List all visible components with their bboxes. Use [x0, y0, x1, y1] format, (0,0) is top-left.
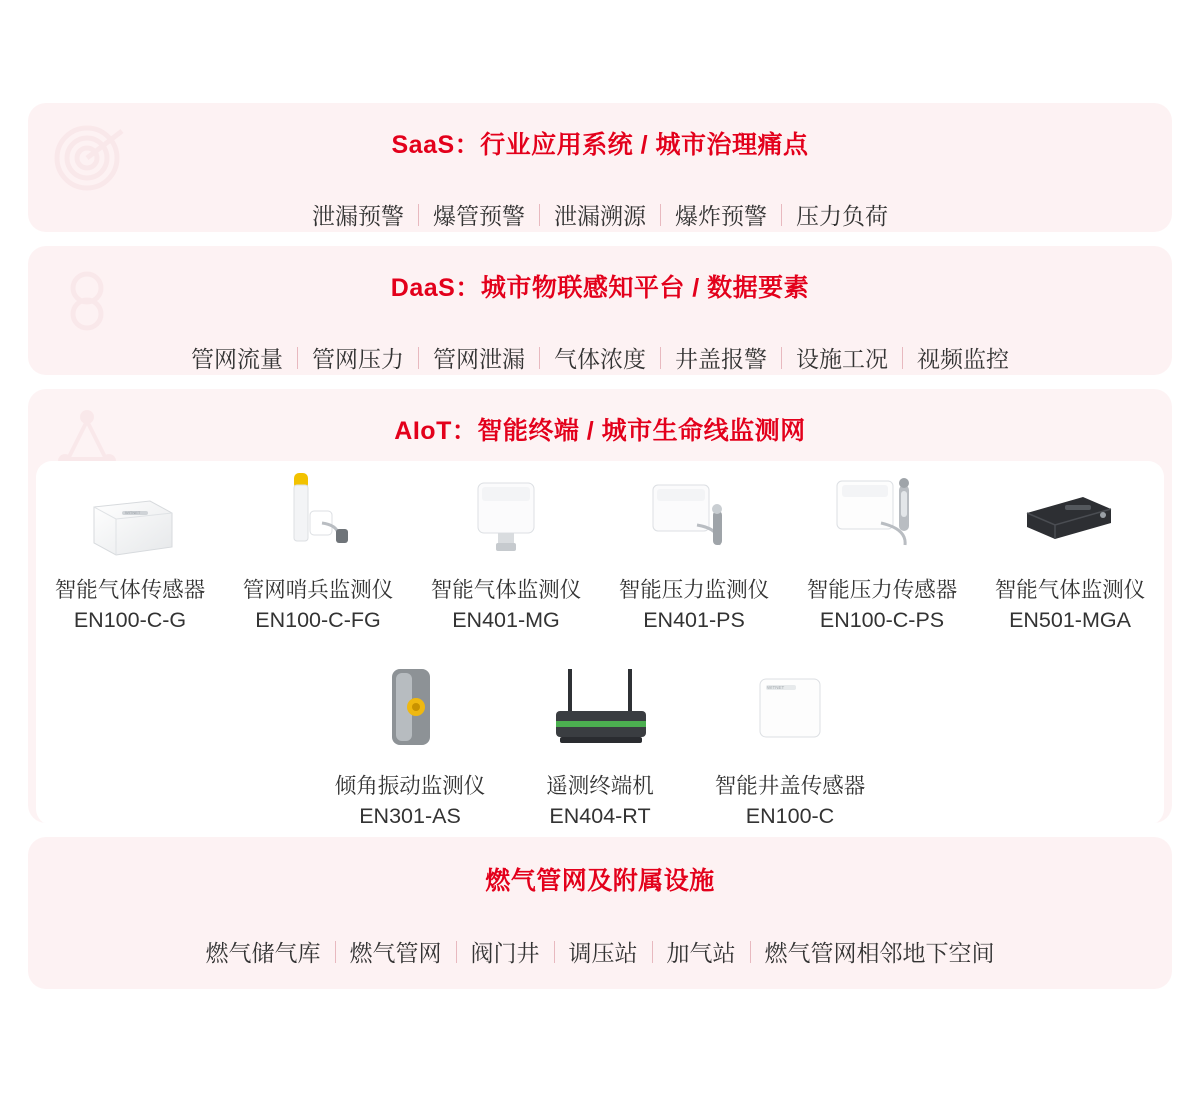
- daas-card: [28, 246, 1172, 375]
- device-card[interactable]: [600, 467, 788, 633]
- device-name: 智能气体传感器: [54, 578, 206, 602]
- device-name: 倾角振动监测仪: [334, 774, 486, 798]
- bottom-tag: 阀门井: [470, 940, 540, 966]
- bottom-tag-row: [28, 935, 1172, 968]
- tilt-vibration-monitor-icon: [315, 663, 505, 759]
- saas-title-cn: 行业应用系统 / 城市治理痛点: [480, 131, 809, 159]
- device-card[interactable]: [695, 663, 885, 823]
- device-model: EN100-C-FG: [255, 608, 381, 632]
- saas-tag: 压力负荷: [796, 203, 888, 229]
- daas-title: [28, 246, 1172, 304]
- device-card[interactable]: [788, 467, 976, 633]
- device-name: 智能压力传感器: [806, 578, 958, 602]
- aiot-device-row-1: [36, 461, 1164, 633]
- bottom-tag: 燃气管网相邻地下空间: [764, 940, 995, 966]
- bottom-tag: 加气站: [666, 940, 736, 966]
- pressure-monitor-icon: [600, 467, 788, 563]
- saas-card: [28, 103, 1172, 232]
- saas-title: [28, 103, 1172, 161]
- device-name: 遥测终端机: [546, 774, 654, 798]
- infinity-icon: [50, 264, 124, 338]
- svg-text:WITNET: WITNET: [125, 510, 141, 515]
- device-name: 智能气体监测仪: [994, 578, 1146, 602]
- daas-title-cn: 城市物联感知平台 / 数据要素: [480, 274, 810, 302]
- device-model: EN100-C-PS: [819, 608, 945, 632]
- saas-tag: 泄漏预警: [312, 203, 404, 229]
- bottom-tag: 调压站: [568, 940, 638, 966]
- daas-tag: 管网流量: [191, 346, 283, 372]
- device-name: 智能井盖传感器: [714, 774, 866, 798]
- device-card[interactable]: [224, 467, 412, 633]
- device-card[interactable]: [505, 663, 695, 823]
- daas-tag-row: [28, 341, 1172, 374]
- aiot-title-en: AIoT：: [394, 417, 478, 445]
- daas-tag: 视频监控: [917, 346, 1009, 372]
- saas-tag: 爆管预警: [433, 203, 525, 229]
- daas-title-en: DaaS：: [390, 274, 481, 302]
- saas-tag: 泄漏溯源: [554, 203, 646, 229]
- device-model: EN404-RT: [549, 804, 651, 823]
- aiot-title: [28, 389, 1172, 447]
- pipeline-sentinel-icon: [224, 467, 412, 563]
- gas-monitor-icon: [412, 467, 600, 563]
- daas-tag: 管网泄漏: [433, 346, 525, 372]
- device-name: 智能压力监测仪: [618, 578, 770, 602]
- device-card[interactable]: [315, 663, 505, 823]
- device-model: EN301-AS: [359, 804, 461, 823]
- pressure-sensor-icon: [788, 467, 976, 563]
- gas-sensor-white-box-icon: [36, 467, 224, 563]
- device-model: EN401-PS: [643, 608, 745, 632]
- aiot-title-cn: 智能终端 / 城市生命线监测网: [477, 417, 806, 445]
- rtu-router-icon: [505, 663, 695, 759]
- bottom-tag: 燃气储气库: [205, 940, 321, 966]
- manhole-sensor-icon: [695, 663, 885, 759]
- device-model: EN100-C: [745, 804, 835, 823]
- daas-tag: 管网压力: [312, 346, 404, 372]
- bottom-title: 燃气管网及附属设施: [485, 867, 715, 895]
- svg-text:WITNET: WITNET: [767, 685, 785, 690]
- daas-tag: 井盖报警: [675, 346, 767, 372]
- device-model: EN401-MG: [452, 608, 560, 632]
- device-model: EN501-MGA: [1009, 608, 1131, 632]
- aiot-device-panel: [36, 461, 1164, 823]
- daas-tag: 气体浓度: [554, 346, 646, 372]
- saas-tag-row: [28, 198, 1172, 231]
- daas-tag: 设施工况: [796, 346, 888, 372]
- target-icon: [50, 121, 124, 195]
- device-model: EN100-C-G: [73, 608, 187, 632]
- device-card[interactable]: [412, 467, 600, 633]
- aiot-card: [28, 389, 1172, 823]
- saas-tag: 爆炸预警: [675, 203, 767, 229]
- saas-title-en: SaaS：: [391, 131, 481, 159]
- device-card[interactable]: [976, 467, 1164, 633]
- device-name: 管网哨兵监测仪: [242, 578, 394, 602]
- device-card[interactable]: [36, 467, 224, 633]
- aiot-device-row-2: [36, 657, 1164, 823]
- bottom-tag: 燃气管网: [349, 940, 442, 966]
- device-name: 智能气体监测仪: [430, 578, 582, 602]
- gas-pipeline-facilities-card: [28, 837, 1172, 989]
- gas-monitor-black-icon: [976, 467, 1164, 563]
